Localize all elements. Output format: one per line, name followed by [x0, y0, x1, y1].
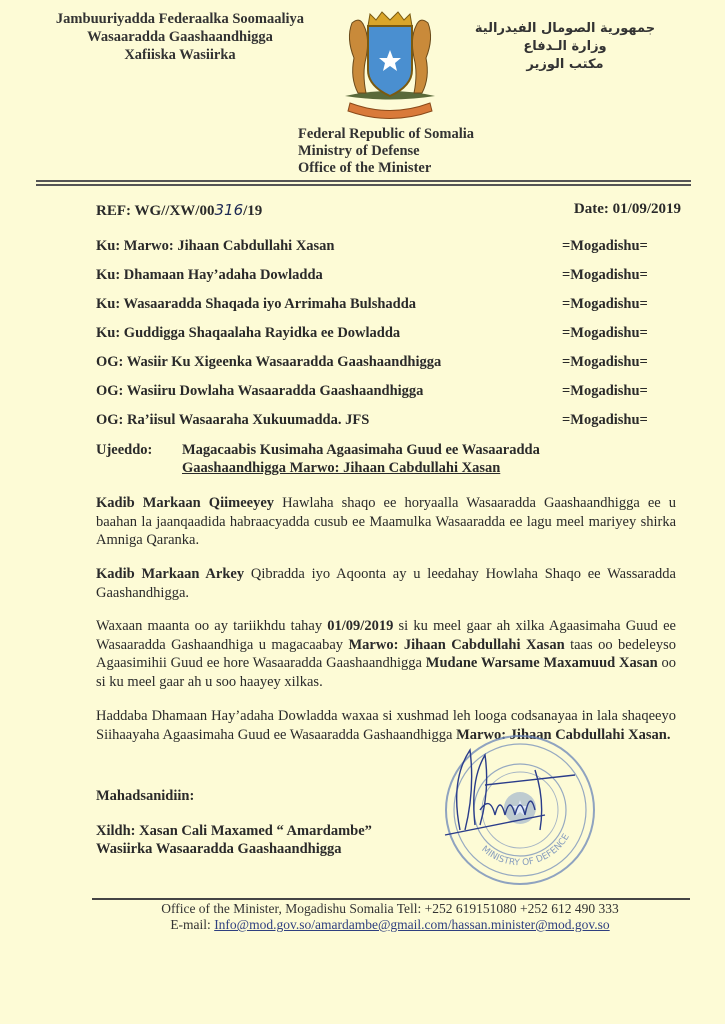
paragraph-1: Kadib Markaan Qiimeeyey Hawlaha shaqo ee horyaalla Wasaaradda Gaashaandhigga ee u baahan la jaanqaadida habraacyadda cusub ee Maamulka Wasaaradda ee lagu meel mariyey shirka Amniga Qaranka. [96, 495, 676, 548]
svg-text:MINISTRY OF DEFENCE: MINISTRY OF DEFENCE [479, 832, 572, 869]
header-somali-line: Jambuuriyadda Federaalka Soomaaliya [55, 11, 305, 27]
coat-of-arms-icon [340, 8, 440, 123]
header-somali-line: Wasaaradda Gaashaandhigga [87, 29, 273, 45]
header-english-line: Ministry of Defense [298, 143, 420, 159]
subject-label: Ujeeddo: [96, 442, 153, 458]
header-arabic [430, 20, 700, 74]
addressee-row: Ku: Wasaaradda Shaqada iyo Arrimaha Bulshadda =Mogadishu= [96, 296, 648, 312]
addressee-row: Ku: Guddigga Shaqaalaha Rayidka ee Dowladda =Mogadishu= [96, 325, 648, 341]
header-english-line: Office of the Minister [298, 160, 432, 176]
subject-text: Magacaabis Kusimaha Agaasimaha Guud ee Wasaaradda Gaashaandhigga Marwo: Jihaan Cabdullahi Xasan [182, 442, 540, 476]
footer-divider [92, 898, 690, 900]
addressee-row: OG: Wasiiru Dowlaha Wasaaradda Gaashaandhigga =Mogadishu= [96, 383, 648, 399]
addressee-row: OG: Ra’iisul Wasaaraha Xukuumadda. JFS =Mogadishu= [96, 412, 648, 428]
handwritten-ref: 316 [214, 201, 244, 219]
header-english [298, 126, 518, 177]
email-link[interactable]: Info@mod.gov.so/amardambe@gmail.com/hassan.minister@mod.gov.so [214, 917, 610, 932]
header-divider [36, 180, 691, 186]
paragraph-2: Kadib Markaan Arkey Qibradda iyo Aqoonta ay u leedahay Howlaha Shaqo ee Wassaradda Gaashandhigga. [96, 566, 676, 601]
reference-row [96, 201, 681, 220]
addressee-row: OG: Wasiir Ku Xigeenka Wasaaradda Gaashaandhigga =Mogadishu= [96, 354, 648, 370]
footer-email-line: E-mail: Info@mod.gov.so/amardambe@gmail.com/hassan.minister@mod.gov.so [170, 917, 610, 932]
footer-contact: Office of the Minister, Mogadishu Somalia Tell: +252 619151080 +252 612 490 333 [161, 901, 619, 916]
footer [100, 901, 680, 933]
closing-thanks: Mahadsanidiin: [96, 788, 195, 804]
header-somali-line: Xafiiska Wasiirka [124, 47, 236, 63]
addressee-row: Ku: Marwo: Jihaan Cabdullahi Xasan =Mogadishu= [96, 238, 648, 254]
signatory-title: Wasiirka Wasaaradda Gaashaandhigga [96, 841, 342, 857]
paragraph-3: Waxaan maanta oo ay tariikhdu tahay 01/09/2019 si ku meel gaar ah xilka Agaasimaha Guud ee Wasaaradda Gashaandhiga u magacaabay Marwo: Jihaan Cabdullahi Xasan taas oo bedeleyso Agaasimihii Guud ee hore Wasaaradda Gaashaandhigga Mudane Warsame Maxamuud Xasan oo si ku meel gaar ah u soo haayey xilkas. [96, 618, 676, 690]
signatory-name: Xildh: Xasan Cali Maxamed “ Amardambe” [96, 823, 372, 839]
header-somali [35, 10, 325, 64]
header-arabic-line: وزارة الـدفاع [523, 39, 607, 54]
letter-date: Date: 01/09/2019 [573, 201, 681, 217]
addressee-row: Ku: Dhamaan Hay’adaha Dowladda =Mogadishu= [96, 267, 648, 283]
subject-block [96, 441, 656, 477]
header-arabic-line: مكتب الوزير [526, 57, 604, 72]
header-arabic-line: جمهورية الصومال الفيدرالية [474, 21, 656, 36]
paragraph-4: Haddaba Dhamaan Hay’adaha Dowladda waxaa si xushmad leh looga codsanayaa in lala shaqeeyo Siihaayaha Agaasimaha Guud ee Wasaaradda Gashaandhigga Marwo: Jihaan Cabdullahi Xasan. [96, 708, 676, 743]
signature-icon [425, 740, 585, 840]
header-english-line: Federal Republic of Somalia [298, 126, 475, 142]
reference-number: REF: WG//XW/00316/19 [96, 201, 263, 219]
signatory-block [96, 822, 372, 858]
addressee-list [96, 232, 680, 435]
